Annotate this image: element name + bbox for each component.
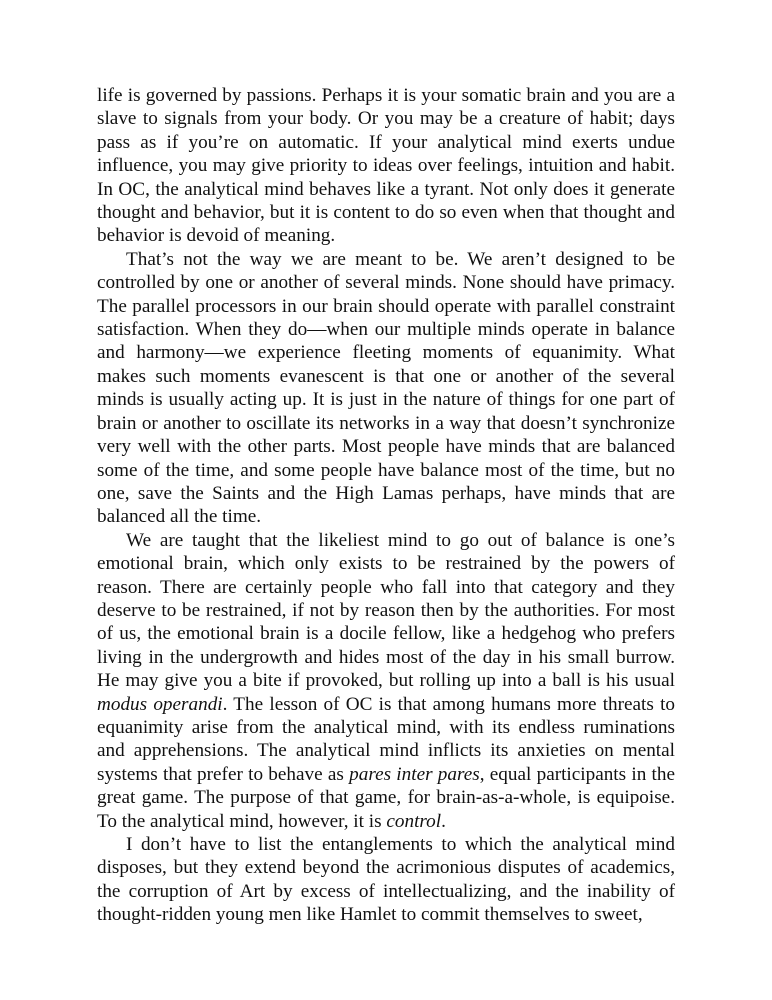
paragraph-text: I don’t have to list the entanglements to which the analytical mind disposes, but they extend beyond the acrimonious disputes of academics, the corruption of Art by excess of intellectualizing, and the inability of thought-ridden young men like Hamlet to commit themselves to sweet,: [97, 834, 675, 926]
italic-phrase-pares-inter-pares: pares inter pares: [349, 763, 480, 785]
paragraph-text: life is governed by passions. Perhaps it is your somatic brain and you are a slave to signals from your body. Or you may be a creature of habit; days pass as if you’re on automatic. If your analytical mind exerts undue influence, you may give priority to ideas over feelings, intuition and habit. In OC, the analytical mind behaves like a tyrant. Not only does it generate thought and behavior, but it is content to do so even when that thought and behavior is devoid of meaning.: [97, 85, 675, 247]
paragraph-passions: [97, 84, 675, 248]
paragraph-text: .: [441, 810, 446, 832]
paragraph-text: We are taught that the likeliest mind to go out of balance is one’s emotional brain, which only exists to be restrained by the powers of reason. There are certainly people who fall into that category and they deserve to be restrained, if not by reason then by the authorities. For most of us, the emotional brain is a docile fellow, like a hedgehog who prefers living in the undergrowth and hides most of the day in his small burrow. He may give you a bite if provoked, but rolling up into a ball is his usual: [97, 529, 675, 692]
paragraph-meant-to-be: [97, 248, 675, 529]
italic-word-control: control: [386, 810, 442, 832]
paragraph-text: That’s not the way we are meant to be. We aren’t designed to be controlled by one or another of several minds. None should have primacy. The parallel processors in our brain should operate with parallel constraint satisfaction. When they do—when our multiple minds operate in balance and harmony—we experience fleeting moments of equanimity. What makes such moments evanescent is that one or another of the several minds is usually acting up. It is just in the nature of things for one part of brain or another to oscillate its networks in a way that doesn’t synchronize very well with the other parts. Most people have minds that are balanced some of the time, and some people have balance most of the time, but no one, save the Saints and the High Lamas perhaps, have minds that are balanced all the time.: [97, 248, 675, 528]
paragraph-emotional-brain: [97, 529, 675, 833]
paragraph-text: , equal participants in the great game. The purpose of that game, for brain-as-a-whole, is equipoise. To the analytical mind, however, it is: [97, 763, 675, 832]
paragraph-entanglements: [97, 833, 675, 927]
book-page-body: [97, 84, 675, 927]
italic-phrase-modus-operandi: modus operandi: [97, 693, 223, 715]
paragraph-text: . The lesson of OC is that among humans more threats to equanimity arise from the analytical mind, with its endless ruminations and apprehensions. The analytical mind inflicts its anxieties on mental systems that prefer to behave as: [97, 693, 675, 785]
